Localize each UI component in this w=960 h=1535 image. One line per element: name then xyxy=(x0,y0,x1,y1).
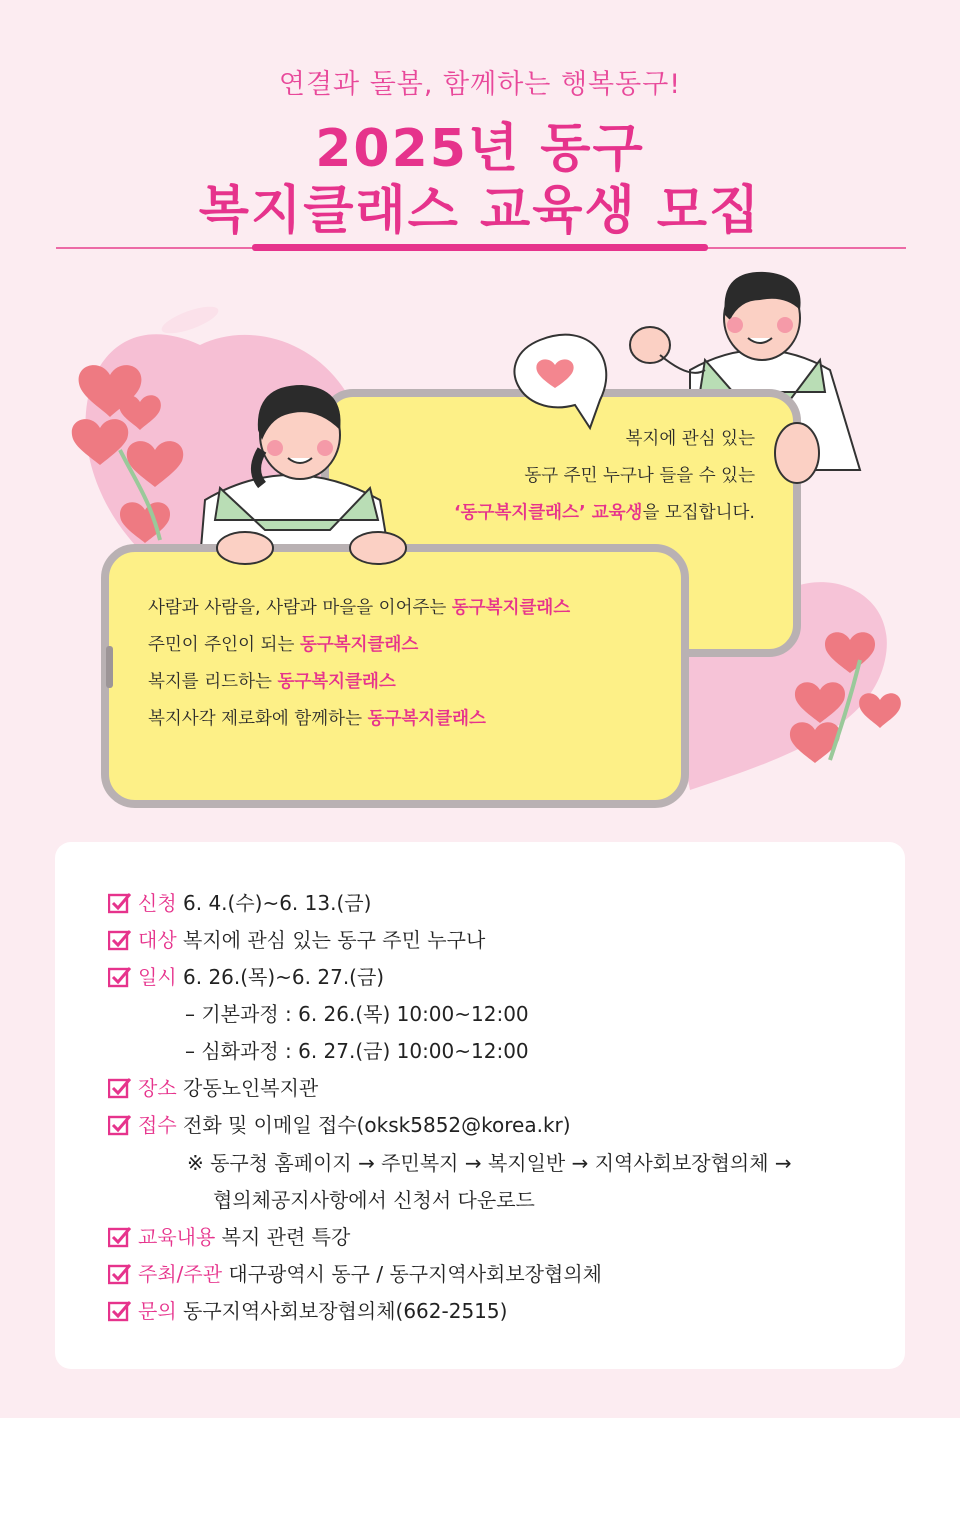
speech-left-highlight: 동구복지클래스 xyxy=(277,672,396,692)
speech-left-text: 사람과 사람을, 사람과 마을을 이어주는 xyxy=(148,598,452,618)
page-title-line2: 복지클래스 교육생 모집 xyxy=(198,181,762,241)
speech-left-text: 복지를 리드하는 xyxy=(148,672,278,692)
speech-right-line2: 동구 주민 누구나 들을 수 있는 xyxy=(524,466,755,486)
speech-left-line xyxy=(148,705,486,730)
schedule-basic: – 기본과정 : 6. 26.(목) 10:00~12:00 xyxy=(185,1002,529,1026)
speech-left-text: 복지사각 제로화에 함께하는 xyxy=(148,709,368,729)
speech-left-text: 주민이 주인이 되는 xyxy=(148,635,300,655)
info-label: 문의 xyxy=(138,1299,177,1323)
info-value: 대구광역시 동구 / 동구지역사회보장협의체 xyxy=(228,1262,602,1286)
info-value: 강동노인복지관 xyxy=(183,1076,319,1100)
checkbox-checked-icon xyxy=(108,1114,132,1136)
checkbox-checked-icon xyxy=(108,1077,132,1099)
info-row-schedule xyxy=(108,961,384,990)
info-label: 주최/주관 xyxy=(138,1262,223,1286)
info-label: 신청 xyxy=(138,891,177,915)
info-label: 일시 xyxy=(138,965,177,989)
speech-left-highlight: 동구복지클래스 xyxy=(367,709,486,729)
checkbox-checked-icon xyxy=(108,1300,132,1322)
info-label: 장소 xyxy=(138,1076,177,1100)
info-value: 6. 4.(수)~6. 13.(금) xyxy=(183,891,372,915)
speech-right-line3 xyxy=(454,499,755,524)
info-row-host xyxy=(108,1258,602,1287)
schedule-advanced: – 심화과정 : 6. 27.(금) 10:00~12:00 xyxy=(185,1039,529,1063)
info-value: 6. 26.(목)~6. 27.(금) xyxy=(183,965,385,989)
reception-note-line2: 협의체공지사항에서 신청서 다운로드 xyxy=(213,1188,535,1212)
info-value: 복지 관련 특강 xyxy=(221,1225,351,1249)
info-row-place xyxy=(108,1072,318,1101)
info-row-reception xyxy=(108,1109,571,1138)
checkbox-checked-icon xyxy=(108,929,132,951)
info-row-contact xyxy=(108,1295,507,1324)
speech-left-highlight: 동구복지클래스 xyxy=(451,598,571,618)
info-value: 복지에 관심 있는 동구 주민 누구나 xyxy=(183,928,486,952)
speech-left-highlight: 동구복지클래스 xyxy=(299,635,419,655)
illustration xyxy=(0,250,960,820)
info-card xyxy=(55,842,905,1369)
reception-note-line1: ※ 동구청 홈페이지 → 주민복지 → 복지일반 → 지역사회보장협의체 → xyxy=(187,1151,792,1175)
checkbox-checked-icon xyxy=(108,1226,132,1248)
info-row-apply xyxy=(108,887,371,916)
info-label: 접수 xyxy=(138,1113,177,1137)
info-row-content xyxy=(108,1221,350,1250)
checkbox-checked-icon xyxy=(108,1263,132,1285)
checkbox-checked-icon xyxy=(108,966,132,988)
slogan: 연결과 돌봄, 함께하는 행복동구! xyxy=(278,69,682,100)
speech-left-line xyxy=(148,594,570,619)
page-title-line1: 2025년 동구 xyxy=(315,119,645,179)
speech-left-line xyxy=(148,668,396,693)
speech-right-highlight: ‘동구복지클래스’ 교육생 xyxy=(453,503,643,523)
info-label: 대상 xyxy=(138,928,177,952)
info-value: 전화 및 이메일 접수(oksk5852@korea.kr) xyxy=(183,1113,571,1137)
speech-left-line xyxy=(148,631,418,656)
speech-right-rest: 을 모집합니다. xyxy=(642,503,755,523)
checkbox-checked-icon xyxy=(108,892,132,914)
info-value: 동구지역사회보장협의체(662-2515) xyxy=(183,1299,508,1323)
speech-right-line1: 복지에 관심 있는 xyxy=(625,429,755,449)
info-label: 교육내용 xyxy=(138,1225,216,1249)
info-row-target xyxy=(108,924,485,953)
